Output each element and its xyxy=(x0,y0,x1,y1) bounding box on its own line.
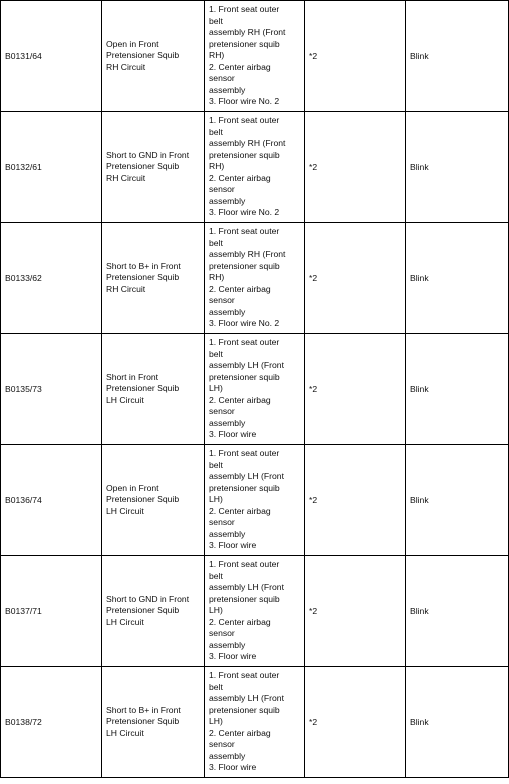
parts-line: sensor xyxy=(209,73,235,84)
parts-line: 3. Floor wire No. 2 xyxy=(209,318,280,329)
parts-line: assembly RH (Front xyxy=(209,249,286,260)
parts-line: LH) xyxy=(209,716,223,727)
check-mode-cell: Blink xyxy=(406,112,509,223)
detection-item-cell xyxy=(102,556,205,667)
detection-line: Pretensioner Squib xyxy=(106,494,180,505)
parts-line: LH) xyxy=(209,383,223,394)
parts-line: 2. Center airbag xyxy=(209,61,271,72)
parts-line: RH) xyxy=(209,161,225,172)
parts-line: assembly LH (Front xyxy=(209,582,284,593)
trouble-parts-cell xyxy=(205,556,305,667)
trouble-parts-cell xyxy=(205,223,305,334)
dtc-code-cell: B0131/64 xyxy=(1,1,102,112)
parts-line: 2. Center airbag xyxy=(209,172,271,183)
parts-line: sensor xyxy=(209,406,235,417)
table-row xyxy=(1,556,509,667)
parts-line: pretensioner squib xyxy=(209,260,280,271)
check-mode-cell: Blink xyxy=(406,1,509,112)
parts-line: belt xyxy=(209,237,223,248)
trouble-area-cell: *2 xyxy=(305,667,406,778)
detection-line: Pretensioner Squib xyxy=(106,161,180,172)
detection-line: Short to GND in Front xyxy=(106,149,190,160)
parts-line: 2. Center airbag xyxy=(209,505,271,516)
trouble-area-cell: *2 xyxy=(305,556,406,667)
parts-line: 2. Center airbag xyxy=(209,727,271,738)
trouble-parts-cell xyxy=(205,445,305,556)
trouble-parts-cell xyxy=(205,112,305,223)
check-mode-cell: Blink xyxy=(406,223,509,334)
parts-line: belt xyxy=(209,459,223,470)
table-row xyxy=(1,334,509,445)
table-row xyxy=(1,1,509,112)
parts-line: assembly xyxy=(209,84,246,95)
detection-line: RH Circuit xyxy=(106,172,146,183)
parts-line: 1. Front seat outer xyxy=(209,4,280,15)
check-mode-cell: Blink xyxy=(406,556,509,667)
detection-item-cell xyxy=(102,445,205,556)
parts-line: pretensioner squib xyxy=(209,149,280,160)
trouble-parts-cell xyxy=(205,334,305,445)
trouble-parts-cell xyxy=(205,1,305,112)
check-mode-cell: Blink xyxy=(406,445,509,556)
table-row xyxy=(1,112,509,223)
parts-line: sensor xyxy=(209,295,235,306)
table-row xyxy=(1,223,509,334)
parts-line: assembly xyxy=(209,195,246,206)
parts-line: assembly xyxy=(209,750,246,761)
parts-line: assembly LH (Front xyxy=(209,471,284,482)
parts-line: 3. Floor wire xyxy=(209,762,257,773)
parts-line: belt xyxy=(209,570,223,581)
detection-item-cell xyxy=(102,112,205,223)
parts-line: 3. Floor wire xyxy=(209,540,257,551)
dtc-code-cell: B0135/73 xyxy=(1,334,102,445)
parts-line: 2. Center airbag xyxy=(209,394,271,405)
parts-line: sensor xyxy=(209,184,235,195)
parts-line: 3. Floor wire xyxy=(209,651,257,662)
parts-line: 1. Front seat outer xyxy=(209,448,280,459)
parts-line: assembly xyxy=(209,639,246,650)
detection-line: Short to B+ in Front xyxy=(106,260,181,271)
table-row xyxy=(1,667,509,778)
parts-line: pretensioner squib xyxy=(209,482,280,493)
parts-line: 2. Center airbag xyxy=(209,616,271,627)
parts-line: 2. Center airbag xyxy=(209,283,271,294)
parts-line: assembly xyxy=(209,528,246,539)
detection-item-cell xyxy=(102,1,205,112)
parts-line: assembly LH (Front xyxy=(209,360,284,371)
detection-line: Pretensioner Squib xyxy=(106,272,180,283)
parts-line: belt xyxy=(209,681,223,692)
detection-line: Open in Front xyxy=(106,482,159,493)
parts-line: assembly RH (Front xyxy=(209,27,286,38)
parts-line: sensor xyxy=(209,517,235,528)
detection-line: Pretensioner Squib xyxy=(106,383,180,394)
detection-line: Open in Front xyxy=(106,38,159,49)
detection-line: LH Circuit xyxy=(106,727,144,738)
detection-line: Pretensioner Squib xyxy=(106,716,180,727)
parts-line: 3. Floor wire No. 2 xyxy=(209,96,280,107)
trouble-parts-cell xyxy=(205,667,305,778)
detection-line: Short in Front xyxy=(106,371,159,382)
check-mode-cell: Blink xyxy=(406,667,509,778)
detection-line: LH Circuit xyxy=(106,505,144,516)
detection-line: RH Circuit xyxy=(106,61,146,72)
parts-line: pretensioner squib xyxy=(209,38,280,49)
parts-line: assembly LH (Front xyxy=(209,693,284,704)
parts-line: LH) xyxy=(209,494,223,505)
detection-item-cell xyxy=(102,223,205,334)
detection-line: LH Circuit xyxy=(106,394,144,405)
parts-line: sensor xyxy=(209,739,235,750)
trouble-area-cell: *2 xyxy=(305,112,406,223)
parts-line: 1. Front seat outer xyxy=(209,559,280,570)
parts-line: RH) xyxy=(209,272,225,283)
trouble-area-cell: *2 xyxy=(305,223,406,334)
dtc-code-cell: B0138/72 xyxy=(1,667,102,778)
trouble-area-cell: *2 xyxy=(305,1,406,112)
parts-line: LH) xyxy=(209,605,223,616)
parts-line: belt xyxy=(209,348,223,359)
parts-line: 3. Floor wire xyxy=(209,429,257,440)
parts-line: assembly RH (Front xyxy=(209,138,286,149)
parts-line: assembly xyxy=(209,417,246,428)
parts-line: 1. Front seat outer xyxy=(209,115,280,126)
parts-line: belt xyxy=(209,126,223,137)
parts-line: 1. Front seat outer xyxy=(209,337,280,348)
detection-item-cell xyxy=(102,334,205,445)
trouble-area-cell: *2 xyxy=(305,334,406,445)
dtc-code-cell: B0132/61 xyxy=(1,112,102,223)
detection-line: Short to B+ in Front xyxy=(106,704,181,715)
dtc-table-body xyxy=(1,1,509,778)
parts-line: 3. Floor wire No. 2 xyxy=(209,207,280,218)
parts-line: sensor xyxy=(209,628,235,639)
dtc-code-cell: B0133/62 xyxy=(1,223,102,334)
parts-line: pretensioner squib xyxy=(209,704,280,715)
detection-line: RH Circuit xyxy=(106,283,146,294)
parts-line: pretensioner squib xyxy=(209,371,280,382)
parts-line: belt xyxy=(209,15,223,26)
parts-line: pretensioner squib xyxy=(209,593,280,604)
dtc-code-cell: B0136/74 xyxy=(1,445,102,556)
trouble-area-cell: *2 xyxy=(305,445,406,556)
parts-line: 1. Front seat outer xyxy=(209,226,280,237)
detection-item-cell xyxy=(102,667,205,778)
parts-line: RH) xyxy=(209,50,225,61)
dtc-code-cell: B0137/71 xyxy=(1,556,102,667)
parts-line: 1. Front seat outer xyxy=(209,670,280,681)
detection-line: Pretensioner Squib xyxy=(106,50,180,61)
check-mode-cell: Blink xyxy=(406,334,509,445)
table-row xyxy=(1,445,509,556)
detection-line: Short to GND in Front xyxy=(106,593,190,604)
parts-line: assembly xyxy=(209,306,246,317)
detection-line: Pretensioner Squib xyxy=(106,605,180,616)
detection-line: LH Circuit xyxy=(106,616,144,627)
